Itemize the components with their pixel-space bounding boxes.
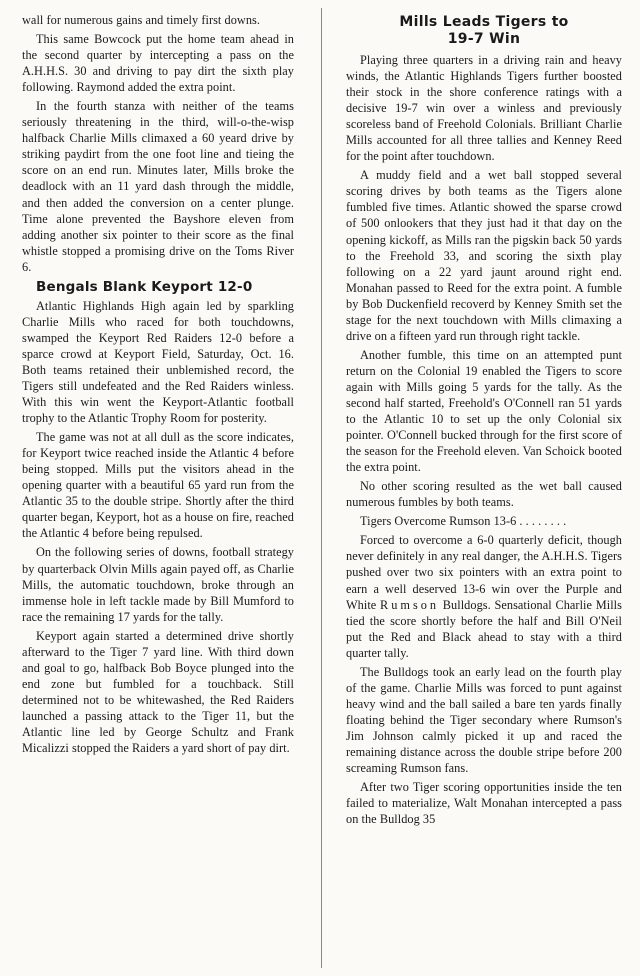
paragraph: wall for numerous gains and timely first downs.	[22, 13, 261, 27]
paragraph-text: Bulldogs. Sensational Charlie Mills tied the score shortly before the half and Bill O'Neil put the Red and Black ahead to stay with a third quarter tally.	[346, 597, 622, 660]
right-column	[346, 14, 622, 830]
article-headline: Bengals Blank Keyport 12-0	[36, 278, 253, 295]
column-divider	[321, 8, 322, 968]
paragraph: A muddy field and a wet ball stopped several scoring drives by both teams as the Tigers alone fumbled five times. Atlantic showed the sparse crowd of 500 onlookers that they just had it that day on the opening kickoff, as Mills ran the pigskin back 50 yards to the Freehold 33, and scoring the sixth play following on a 22 yard jaunt around right end. Monahan passed to Reed for the extra point. A fumble by Bob Duckenfield recoverd by Kenney Smith set the stage for the next touchdown with Mills climaxing a drive on a fifteen yard run through right tackle.	[346, 168, 622, 343]
paragraph-text: Forced to overcome a 6-0 quarterly deficit, though never definitely in any real danger, the A.H.H.S. Tigers pushed over two six pointers with an extra point to earn a well deserved 13-6 win over the Purple and White	[346, 533, 622, 612]
paragraph: No other scoring resulted as the wet ball caused numerous fumbles by both teams.	[346, 479, 622, 510]
paragraph: This same Bowcock put the home team ahead in the second quarter by intercepting a pass on the A.H.H.S. 30 and driving to pay dirt the sixth play following. Raymond added the extra point.	[22, 32, 294, 95]
article-headline	[346, 14, 622, 48]
paragraph: The game was not at all dull as the score indicates, for Keyport twice reached inside the Atlantic 4 before being stopped. Mills put the visitors ahead in the opening quarter with a beautiful 65 yard run from the Atlantic 35 to the double stripe. Shortly after the third quarter began, Keyport, hot as a house on fire, reached the Atlantic 4 before being repulsed.	[22, 430, 294, 541]
headline-line: 19-7 Win	[447, 31, 521, 47]
paragraph: Atlantic Highlands High again led by sparkling Charlie Mills who raced for both touchdowns, swamped the Keyport Red Raiders 12-0 before a sparce crowd at Keyport Field, Saturday, Oct. 16. Both teams retained their unblemished record, the Tigers still undefeated and the Red Raiders winless. With this win went the Keyport-Atlantic football trophy to the Atlantic Trophy Room for posterity.	[22, 298, 294, 426]
paragraph: Another fumble, this time on an attempted punt return on the Colonial 19 enabled the Tigers to score again with Mills going 5 yards for the tally. As the second half started, Freehold's O'Connell ran 51 yards to the Atlantic 10 to set up the only Colonial six pointer. O'Connell bucked through for the first score of the season for the Freehold eleven. Van Schoick booted the extra point.	[346, 347, 622, 475]
paragraph: Playing three quarters in a driving rain and heavy winds, the Atlantic Highlands Tigers further boosted their stock in the shore conference ratings with a decisive 19-7 win over a winless and previously scoreless band of Freehold Colonials. Brilliant Charlie Mills accounted for all three tallies and Kenney Reed for the point after touchdown.	[346, 53, 622, 164]
headline-line: Mills Leads Tigers to	[399, 14, 569, 30]
paragraph	[346, 532, 622, 660]
paragraph: The Bulldogs took an early lead on the fourth play of the game. Charlie Mills was forced to punt against heavy wind and the ball sailed a bare ten yards finally floating behind the Tiger secondary where Rumson's Jim Johnson calmly picked it up and raced the remaining distance across the double stripe before 200 screaming Rumson fans.	[346, 664, 622, 776]
paragraph: On the following series of downs, football strategy by quarterback Olvin Mills again payed off, as Charlie Mills, the automatic touchdown, broke through an immense hole in left tackle made by Bill Mumford to race the remaining 17 yards for the tally.	[22, 545, 294, 624]
article-subhead: Tigers Overcome Rumson 13-6 . . . . . . . .	[360, 514, 567, 529]
paragraph: In the fourth stanza with neither of the teams seriously threatening in the third, will-o-the-wisp halfback Charlie Mills climaxed a 60 yeard drive by striking paydirt from the one foot line and tieing the score on an end run. Minutes later, Mills broke the deadlock with an 11 yard dash through the middle, and then added the conversion on a center plunge. Time alone prevented the Bayshore eleven from adding another six pointer to their score as the final whistle stopped a promising drive on the Toms River 6.	[22, 99, 294, 274]
spaced-team-name: Rumson	[380, 597, 440, 612]
paragraph: Keyport again started a determined drive shortly afterward to the Tiger 7 yard line. With third down and goal to go, halfback Bob Boyce plunged into the end zone but fumbled for a touchback. Still determined not to be whitewashed, the Red Raiders launched a passing attack to the Tiger 11, but the Atlantic line led by George Schultz and Frank Micalizzi stopped the Raiders a yard short of pay dirt.	[22, 628, 294, 756]
paragraph: After two Tiger scoring opportunities inside the ten failed to materialize, Walt Monahan intercepted a pass on the Bulldog 35	[346, 780, 622, 827]
left-column	[22, 12, 294, 759]
